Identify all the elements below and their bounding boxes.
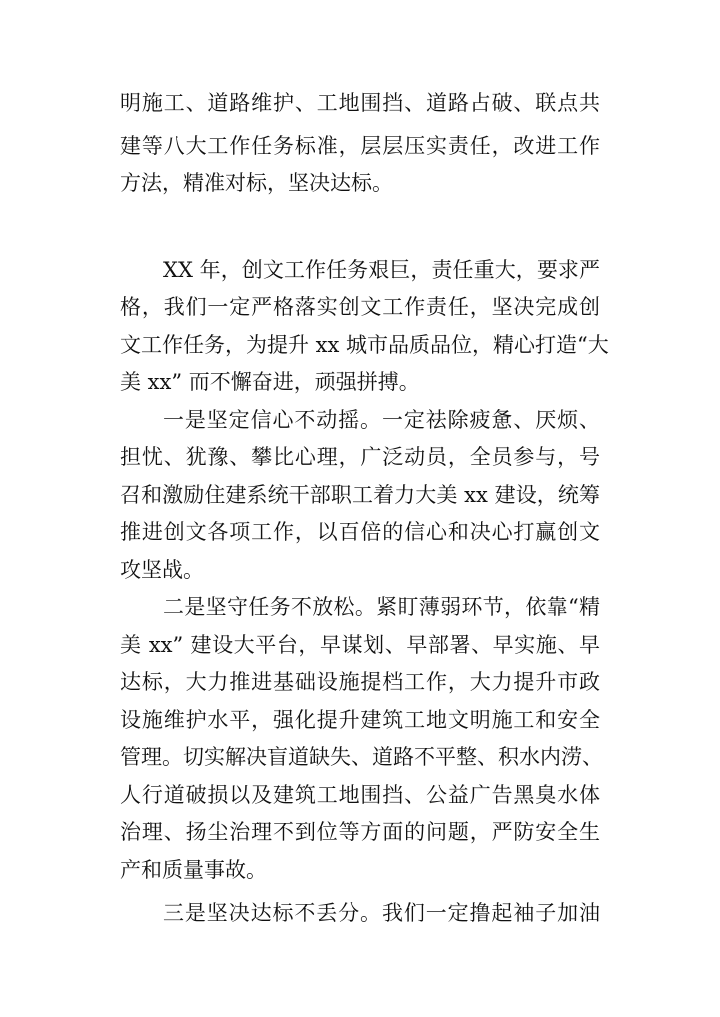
paragraph-1-line-2: 建等八大工作任务标准，层层压实责任，改进工作 bbox=[120, 134, 600, 158]
paragraph-4-line-1: 二是坚守任务不放松。紧盯薄弱环节，依靠“精 bbox=[163, 595, 600, 619]
paragraph-4-line-4: 设施维护水平，强化提升建筑工地文明施工和安全 bbox=[120, 708, 600, 732]
paragraph-2-line-2: 格，我们一定严格落实创文工作责任，坚决完成创 bbox=[120, 295, 600, 319]
paragraph-3-line-2: 担忧、犹豫、攀比心理，广泛动员，全员参与，号 bbox=[120, 445, 600, 469]
paragraph-2-line-4: 美 xx” 而不懈奋进，顽强拼搏。 bbox=[120, 370, 420, 394]
paragraph-4-line-7: 治理、扬尘治理不到位等方面的问题，严防安全生 bbox=[120, 820, 600, 844]
paragraph-1-line-1: 明施工、道路维护、工地围挡、道路占破、联点共 bbox=[120, 91, 600, 115]
paragraph-3-line-1: 一是坚定信心不动摇。一定祛除疲惫、厌烦、 bbox=[163, 408, 600, 432]
paragraph-4-line-6: 人行道破损以及建筑工地围挡、公益广告黑臭水体 bbox=[120, 783, 600, 807]
paragraph-3-line-3: 召和激励住建系统干部职工着力大美 xx 建设，统筹 bbox=[120, 483, 600, 507]
paragraph-4-line-3: 达标，大力推进基础设施提档工作，大力提升市政 bbox=[120, 670, 600, 694]
paragraph-5-line-1: 三是坚决达标不丢分。我们一定撸起袖子加油 bbox=[163, 901, 600, 925]
paragraph-3-line-4: 推进创文各项工作，以百倍的信心和决心打赢创文 bbox=[120, 520, 600, 544]
paragraph-4-line-2: 美 xx” 建设大平台，早谋划、早部署、早实施、早 bbox=[120, 633, 600, 657]
paragraph-2-line-3: 文工作任务，为提升 xx 城市品质品位，精心打造“大 bbox=[120, 333, 609, 357]
paragraph-4-line-5: 管理。切实解决盲道缺失、道路不平整、积水内涝、 bbox=[120, 745, 603, 769]
paragraph-4-line-8: 产和质量事故。 bbox=[120, 858, 267, 882]
paragraph-3-line-5: 攻坚战。 bbox=[120, 558, 204, 582]
paragraph-1-line-3: 方法，精准对标，坚决达标。 bbox=[120, 171, 393, 195]
paragraph-2-line-1: XX 年，创文工作任务艰巨，责任重大，要求严 bbox=[163, 258, 600, 282]
